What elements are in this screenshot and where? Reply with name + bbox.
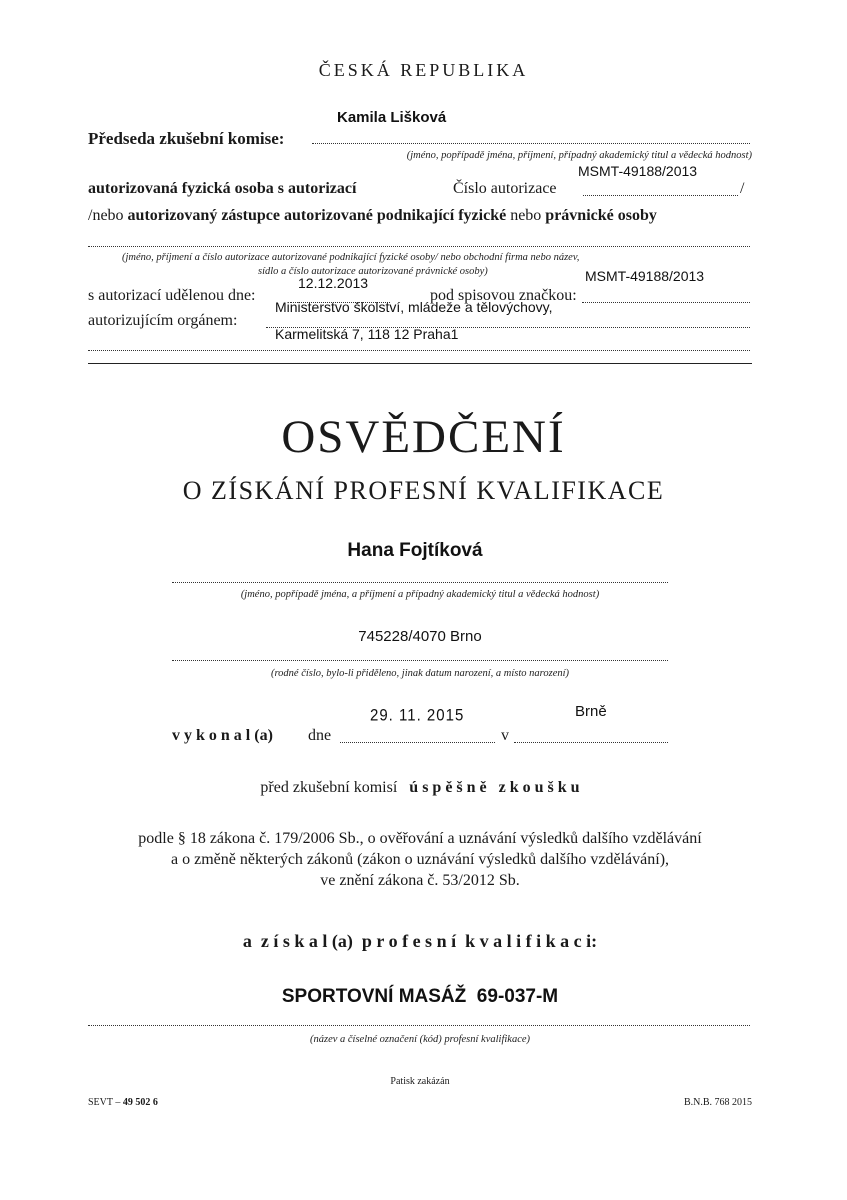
representative-caption-2: sídlo a číslo autorizace autorizované právnické osoby) [258, 266, 488, 277]
exam-place-label: v [501, 727, 509, 744]
exam-place-dotted-line [514, 742, 668, 743]
country-title: ČESKÁ REPUBLIKA [318, 60, 529, 80]
exam-place-value: Brně [575, 703, 607, 720]
law-line-3: ve znění zákona č. 53/2012 Sb. [320, 872, 520, 889]
holder-name: Hana Fojtíková [347, 540, 483, 561]
authority-value-line2: Karmelitská 7, 118 12 Praha1 [275, 326, 459, 342]
certificate-subtitle: O ZÍSKÁNÍ PROFESNÍ KVALIFIKACE [182, 476, 665, 505]
performed-label: v y k o n a l (a) [172, 727, 273, 744]
exam-success-text: ú s p ě š n ě z k o u š k u [409, 779, 580, 796]
qualification-dotted-line [88, 1025, 750, 1026]
representative-dotted-line [88, 246, 750, 247]
birth-dotted-line [172, 660, 668, 661]
chair-caption: (jméno, popřípadě jména, příjmení, případný akademický titul a vědecká hodnost) [406, 150, 752, 161]
file-reference-value: MSMT-49188/2013 [585, 268, 705, 284]
authority-label: autorizujícím orgánem: [88, 312, 238, 329]
qualification-heading: a z í s k a l (a) p r o f e s n í k v a l i f i k a c i: [242, 931, 598, 951]
holder-name-caption: (jméno, popřípadě jména, a příjmení a případný akademický titul a vědecká hodnost) [240, 589, 600, 600]
representative-caption-1: (jméno, příjmení a číslo autorizace autorizované podnikající fyzické osoby/ nebo obchodní firma nebo název, [122, 252, 580, 263]
law-line-2: a o změně některých zákonů (zákon o uznávání výsledků dalšího vzdělávání), [170, 851, 670, 868]
qualification-name: SPORTOVNÍ MASÁŽ 69-037-M [281, 986, 559, 1007]
reprint-prohibited: Patisk zakázán [390, 1076, 450, 1087]
form-code-left [88, 1097, 158, 1108]
law-line-1: podle § 18 zákona č. 179/2006 Sb., o ověřování a uznávání výsledků dalšího vzdělávání [138, 830, 702, 847]
header-separator-line [88, 363, 752, 364]
chair-dotted-line [312, 143, 750, 144]
representative-bold-part: autorizovaný zástupce autorizované podnikající fyzické [127, 207, 507, 224]
form-code-number: 49 502 6 [122, 1097, 158, 1108]
authority-value-line1: Ministerstvo školství, mládeže a tělovýchovy, [275, 299, 553, 315]
representative-prefix: /nebo [88, 207, 128, 224]
form-code-prefix: SEVT – [88, 1097, 123, 1108]
certificate-title: OSVĚDČENÍ [281, 411, 566, 463]
authorization-number-dotted-line [583, 195, 738, 196]
granted-label: s autorizací udělenou dne: [88, 287, 256, 304]
holder-name-dotted-line [172, 582, 668, 583]
authorized-person-label: autorizovaná fyzická osoba s autorizací [88, 180, 357, 197]
chair-label: Předseda zkušební komise: [88, 129, 285, 148]
form-code-right: B.N.B. 768 2015 [683, 1097, 752, 1108]
exam-date-label: dne [308, 727, 332, 744]
file-number-dotted-line [582, 302, 750, 303]
birth-number-place: 745228/4070 Brno [358, 628, 482, 645]
qualification-caption: (název a číselné označení (kód) profesní kvalifikace) [309, 1034, 531, 1045]
exam-date-value: 29. 11. 2015 [370, 706, 465, 725]
representative-mid: nebo [506, 207, 546, 224]
exam-statement [0, 779, 840, 797]
authority-dotted-line-2 [88, 350, 750, 351]
birth-caption: (rodné číslo, bylo-li přiděleno, jinak datum narození, a místo narození) [270, 668, 570, 679]
chair-name: Kamila Lišková [337, 109, 447, 126]
legal-person-bold: právnické osoby [545, 207, 657, 224]
exam-date-dotted-line [340, 742, 495, 743]
authorization-number-value: MSMT-49188/2013 [578, 163, 698, 179]
authorization-slash: / [740, 180, 745, 197]
authorized-representative-line [88, 207, 657, 225]
authorization-number-label: Číslo autorizace [453, 180, 557, 197]
file-number-label: pod spisovou značkou: [430, 287, 577, 304]
granted-date-value: 12.12.2013 [298, 275, 369, 291]
before-committee-text: před zkušební komisí [260, 779, 398, 796]
